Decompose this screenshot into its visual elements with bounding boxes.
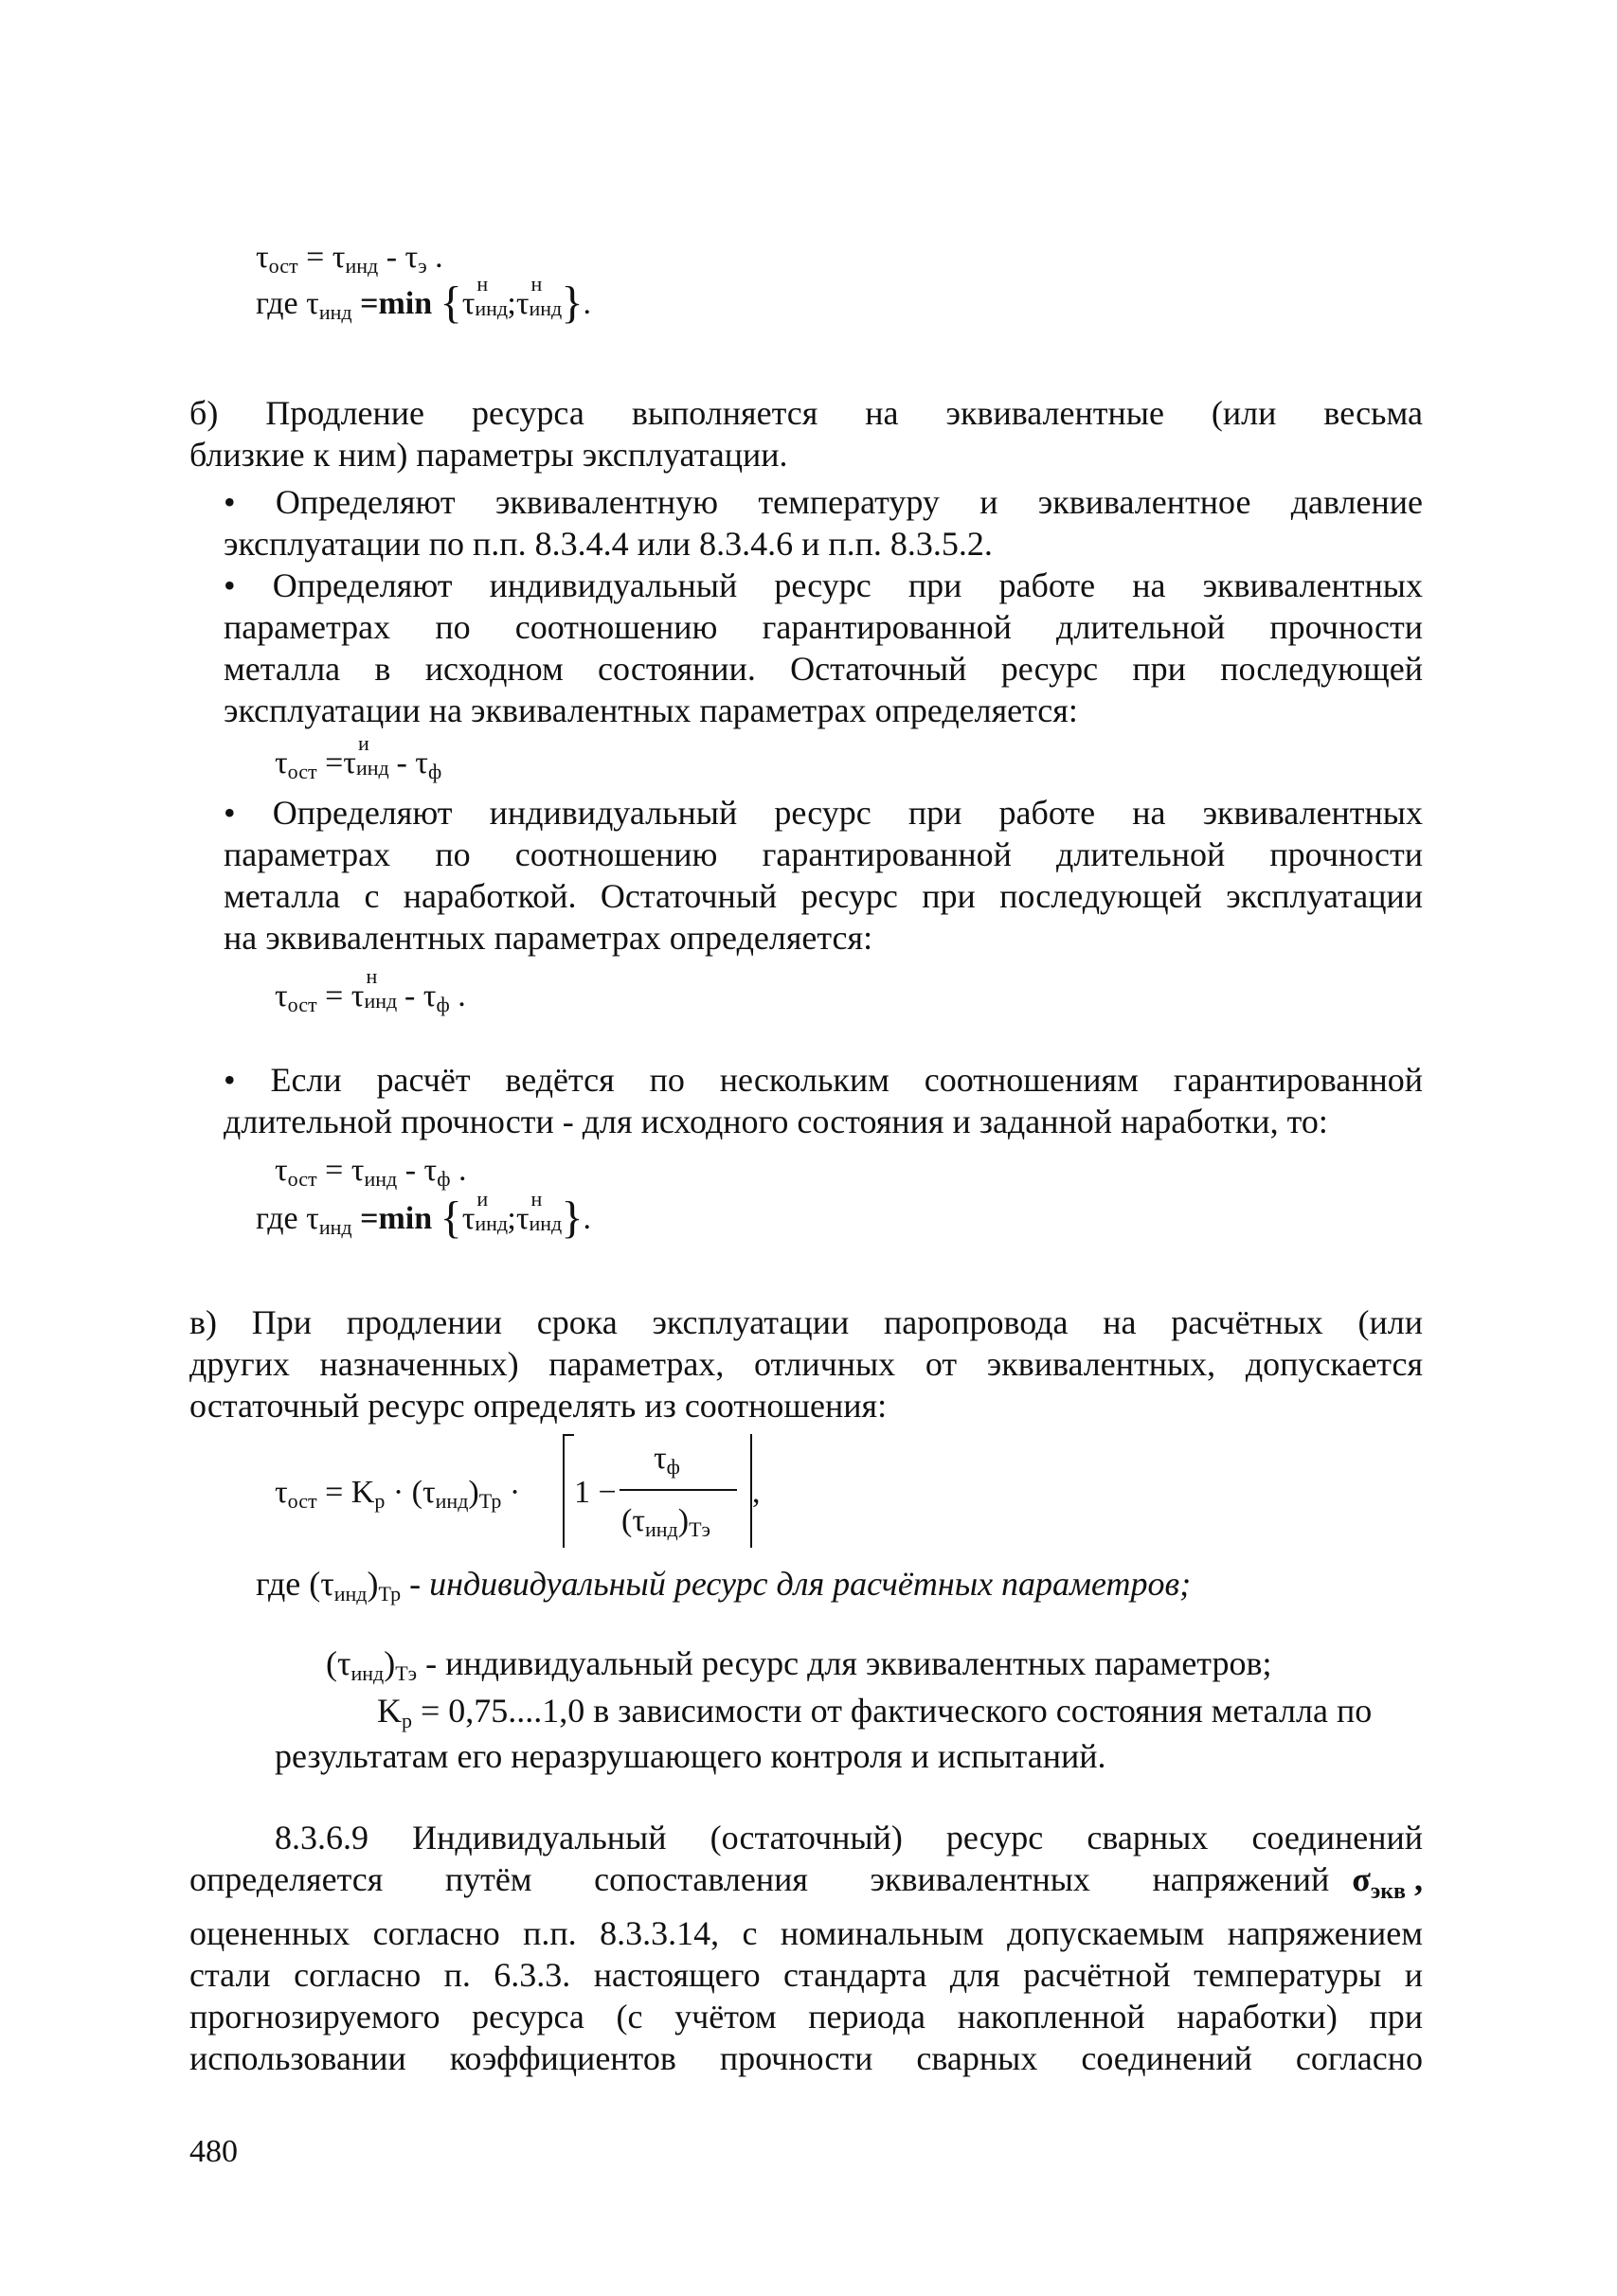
- bullet-line: • Если расчёт ведётся по нескольким соотношениям гарантированной: [224, 1061, 1423, 1099]
- where-kp-continuation: результатам его неразрушающего контроля и испытаний.: [275, 1737, 1106, 1775]
- formula-numerator: $\tau_ф$: [654, 1441, 680, 1479]
- paragraph-line: стали согласно п. 6.3.3. настоящего стандарта для расчётной температуры и: [189, 1956, 1423, 1995]
- bullet-multiple-relations: [224, 1059, 1423, 1142]
- bullet-line: металла с наработкой. Остаточный ресурс при последующей эксплуатации: [224, 877, 1423, 915]
- paragraph-line: 8.3.6.9 Индивидуальный (остаточный) ресурс сварных соединений: [275, 1819, 1423, 1857]
- where-kp-coefficient: $K_р = 0,75....1,0$ в зависимости от фактического состояния металла по: [377, 1692, 1373, 1732]
- bullet-line: эксплуатации на эквивалентных параметрах определяется:: [224, 691, 1078, 729]
- bullet-line: • Определяют эквивалентную температуру и эквивалентное давление: [224, 483, 1423, 521]
- bullet-initial-state: [224, 565, 1423, 731]
- paragraph-8-3-6-9: [189, 1817, 1423, 2079]
- bullet-line: металла в исходном состоянии. Остаточный ресурс при последующей: [224, 650, 1423, 688]
- formula-min-definition-2: где $\tau_{инд} =\min$ {τ и инд ;τ н инд }.: [256, 1187, 592, 1243]
- bullet-equivalent-params: [224, 481, 1423, 565]
- formula-residual-resource-1: $\tau_{ост} = \tau_{инд} - \tau_э$ .: [256, 240, 443, 278]
- bullet-line: • Определяют индивидуальный ресурс при работе на эквивалентных: [224, 794, 1423, 832]
- bullet-line: параметрах по соотношению гарантированной длительной прочности: [224, 608, 1423, 646]
- formula-comma: ,: [752, 1475, 761, 1510]
- formula-denominator: $(\tau_{инд})_{Тэ}$: [621, 1503, 710, 1541]
- formula-design-params-lhs: $\tau_{ост} = K_р \cdot (\tau_{инд})_{Тр}$ ·: [275, 1475, 521, 1513]
- fraction-line: [620, 1489, 737, 1491]
- paragraph-v-line: других назначенных) параметрах, отличных от эквивалентных, допускается: [189, 1345, 1423, 1383]
- bullet-line: параметрах по соотношению гарантированной длительной прочности: [224, 835, 1423, 873]
- paragraph-v: [189, 1301, 1423, 1426]
- page-number: 480: [189, 2134, 238, 2169]
- paragraph-line: определяется путём сопоставления эквивалентных напряжений $\sigma_{экв}$ ,: [189, 1860, 1423, 1905]
- formula-residual-resource-3: $\tau_{ост} = \tau$ н инд - $\tau_ф$ .: [275, 964, 466, 1016]
- paragraph-v-line: остаточный ресурс определять из соотношения:: [189, 1387, 888, 1425]
- paragraph-v-line: в) При продлении срока эксплуатации паропровода на расчётных (или: [189, 1303, 1423, 1341]
- formula-min-definition-1: где $\tau_{инд} =\min$ {τ н инд ;τ н инд }.: [256, 272, 592, 328]
- bullet-line: • Определяют индивидуальный ресурс при работе на эквивалентных: [224, 566, 1423, 604]
- paragraph-b: [189, 392, 1423, 475]
- formula-one-minus: 1 −: [574, 1475, 617, 1510]
- paragraph-line: использовании коэффициентов прочности сварных соединений согласно: [189, 2039, 1423, 2078]
- formula-residual-resource-4: $\tau_{ост} = \tau_{инд} - \tau_ф$ .: [275, 1153, 467, 1191]
- bullet-with-operating-time: [224, 792, 1423, 959]
- paragraph-line: оцененных согласно п.п. 8.3.3.14, с номинальным допускаемым напряжением: [189, 1914, 1423, 1953]
- where-design-resource: где $(\tau_{инд})_{Тр}$ - индивидуальный ресурс для расчётных параметров;: [256, 1565, 1192, 1605]
- bullet-line: эксплуатации по п.п. 8.3.4.4 или 8.3.4.6 и п.п. 8.3.5.2.: [224, 525, 993, 563]
- paragraph-b-line: б) Продление ресурса выполняется на эквивалентные (или весьма: [189, 394, 1423, 432]
- bullet-line: длительной прочности - для исходного состояния и заданной наработки, то:: [224, 1103, 1328, 1140]
- bullet-line: на эквивалентных параметрах определяется:: [224, 919, 873, 957]
- paragraph-line: прогнозируемого ресурса (с учётом периода накопленной наработки) при: [189, 1998, 1423, 2036]
- paragraph-b-line: близкие к ним) параметры эксплуатации.: [189, 436, 788, 474]
- where-equivalent-resource: $(\tau_{инд})_{Тэ}$ - индивидуальный ресурс для эквивалентных параметров;: [326, 1644, 1272, 1685]
- formula-residual-resource-2: $\tau_{ост} =\tau$ и инд - $\tau_ф$: [275, 731, 442, 783]
